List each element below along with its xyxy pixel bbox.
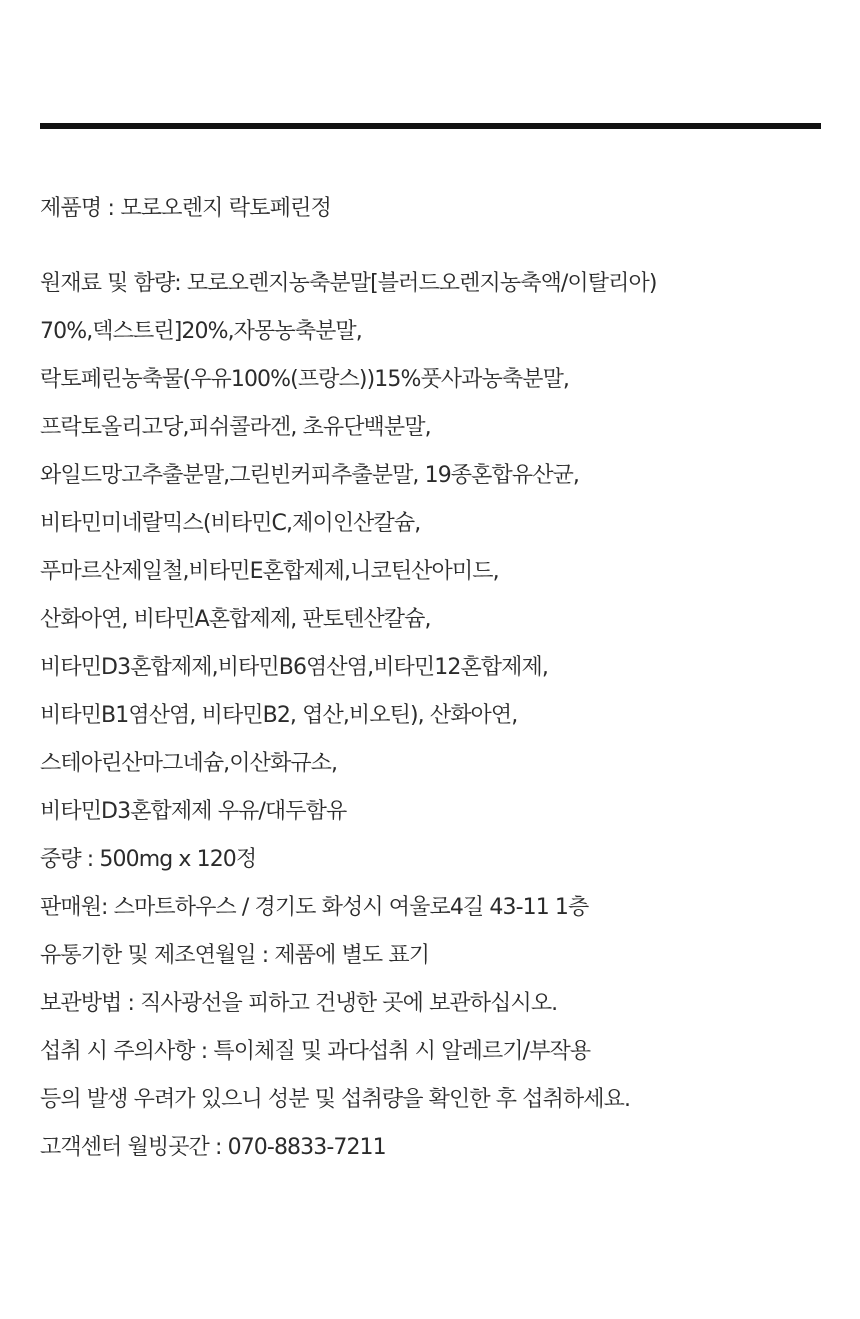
ingredients-line-5: 와일드망고추출분말,그린빈커피추출분말, 19종혼합유산균, bbox=[40, 463, 580, 488]
ingredients-line-11: 스테아린산마그네슘,이산화규소, bbox=[40, 751, 338, 776]
ingredients-line-8: 산화아연, 비타민A혼합제제, 판토텐산칼슘, bbox=[40, 607, 431, 632]
caution-line-2: 등의 발생 우려가 있으니 성분 및 섭취량을 확인한 후 섭취하세요. bbox=[40, 1087, 631, 1112]
ingredients-line-10: 비타민B1염산염, 비타민B2, 엽산,비오틴), 산화아연, bbox=[40, 703, 518, 728]
top-divider bbox=[40, 123, 821, 129]
ingredients-line-3: 락토페린농축물(우유100%(프랑스))15%풋사과농축분말, bbox=[40, 367, 570, 392]
ingredients-line-2: 70%,덱스트린]20%,자몽농축분말, bbox=[40, 319, 362, 344]
ingredients-line-6: 비타민미네랄믹스(비타민C,제이인산칼슘, bbox=[40, 511, 421, 536]
ingredients-line-12: 비타민D3혼합제제 우유/대두함유 bbox=[40, 799, 347, 824]
product-name: 제품명 : 모로오렌지 락토페린정 bbox=[40, 196, 332, 221]
expiry-line: 유통기한 및 제조연월일 : 제품에 별도 표기 bbox=[40, 943, 430, 968]
customer-center-line: 고객센터 월빙곳간 : 070-8833-7211 bbox=[40, 1135, 386, 1160]
product-info-list bbox=[40, 268, 830, 1180]
ingredients-line-7: 푸마르산제일철,비타민E혼합제제,니코틴산아미드, bbox=[40, 559, 499, 584]
weight-line: 중량 : 500mg x 120정 bbox=[40, 847, 257, 872]
ingredients-line-1: 원재료 및 함량: 모로오렌지농축분말[블러드오렌지농축액/이탈리아) bbox=[40, 271, 657, 296]
ingredients-line-9: 비타민D3혼합제제,비타민B6염산염,비타민12혼합제제, bbox=[40, 655, 548, 680]
storage-line: 보관방법 : 직사광선을 피하고 건냉한 곳에 보관하십시오. bbox=[40, 991, 558, 1016]
caution-line-1: 섭취 시 주의사항 : 특이체질 및 과다섭취 시 알레르기/부작용 bbox=[40, 1039, 591, 1064]
seller-line: 판매원: 스마트하우스 / 경기도 화성시 여울로4길 43-11 1층 bbox=[40, 895, 589, 920]
ingredients-line-4: 프락토올리고당,피쉬콜라겐, 초유단백분말, bbox=[40, 415, 431, 440]
